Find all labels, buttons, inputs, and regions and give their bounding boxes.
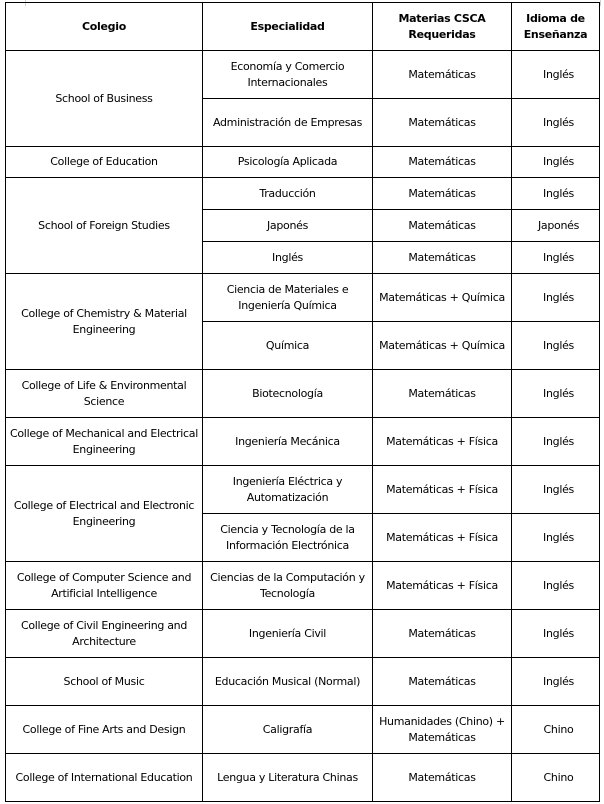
subjects-cell: Matemáticas — [373, 147, 512, 178]
college-cell: College of Civil Engineering and Architecture — [6, 610, 203, 658]
major-cell: Ciencias de la Computación y Tecnología — [203, 562, 373, 610]
programs-table — [5, 2, 600, 802]
major-cell: Ciencia y Tecnología de la Información Electrónica — [203, 514, 373, 562]
major-cell: Inglés — [203, 242, 373, 274]
table-row — [6, 466, 600, 514]
major-cell: Ciencia de Materiales e Ingeniería Química — [203, 274, 373, 322]
language-cell: Inglés — [512, 562, 600, 610]
table-row — [6, 51, 600, 99]
college-cell: College of Life & Environmental Science — [6, 370, 203, 418]
language-cell: Inglés — [512, 610, 600, 658]
major-cell: Ingeniería Civil — [203, 610, 373, 658]
college-cell: School of Business — [6, 51, 203, 147]
language-cell: Chino — [512, 754, 600, 802]
major-cell: Economía y Comercio Internacionales — [203, 51, 373, 99]
table-row — [6, 754, 600, 802]
subjects-cell: Matemáticas + Física — [373, 466, 512, 514]
header-subjects: Materias CSCA Requeridas — [373, 3, 512, 51]
table-row — [6, 610, 600, 658]
table-row — [6, 147, 600, 178]
subjects-cell: Matemáticas — [373, 242, 512, 274]
table-row — [6, 562, 600, 610]
language-cell: Inglés — [512, 178, 600, 210]
major-cell: Química — [203, 322, 373, 370]
language-cell: Inglés — [512, 370, 600, 418]
language-cell: Inglés — [512, 658, 600, 706]
college-cell: College of Mechanical and Electrical Engineering — [6, 418, 203, 466]
language-cell: Inglés — [512, 418, 600, 466]
language-cell: Inglés — [512, 242, 600, 274]
major-cell: Traducción — [203, 178, 373, 210]
table-row — [6, 370, 600, 418]
language-cell: Inglés — [512, 514, 600, 562]
college-cell: College of Chemistry & Material Engineering — [6, 274, 203, 370]
subjects-cell: Humanidades (Chino) + Matemáticas — [373, 706, 512, 754]
subjects-cell: Matemáticas — [373, 178, 512, 210]
subjects-cell: Matemáticas — [373, 370, 512, 418]
header-row — [6, 3, 600, 51]
major-cell: Ingeniería Mecánica — [203, 418, 373, 466]
college-cell: College of Education — [6, 147, 203, 178]
major-cell: Ingeniería Eléctrica y Automatización — [203, 466, 373, 514]
subjects-cell: Matemáticas — [373, 99, 512, 147]
subjects-cell: Matemáticas + Química — [373, 322, 512, 370]
major-cell: Caligrafía — [203, 706, 373, 754]
major-cell: Biotecnología — [203, 370, 373, 418]
header-language: Idioma de Enseñanza — [512, 3, 600, 51]
language-cell: Inglés — [512, 147, 600, 178]
college-cell: School of Foreign Studies — [6, 178, 203, 274]
subjects-cell: Matemáticas + Física — [373, 418, 512, 466]
language-cell: Inglés — [512, 466, 600, 514]
subjects-cell: Matemáticas + Física — [373, 562, 512, 610]
language-cell: Inglés — [512, 322, 600, 370]
language-cell: Inglés — [512, 51, 600, 99]
major-cell: Psicología Aplicada — [203, 147, 373, 178]
language-cell: Japonés — [512, 210, 600, 242]
language-cell: Chino — [512, 706, 600, 754]
header-college: Colegio — [6, 3, 203, 51]
table-row — [6, 274, 600, 322]
subjects-cell: Matemáticas — [373, 754, 512, 802]
subjects-cell: Matemáticas — [373, 51, 512, 99]
college-cell: College of Computer Science and Artificial Intelligence — [6, 562, 203, 610]
language-cell: Inglés — [512, 99, 600, 147]
college-cell: College of Fine Arts and Design — [6, 706, 203, 754]
major-cell: Lengua y Literatura Chinas — [203, 754, 373, 802]
table-row — [6, 178, 600, 210]
major-cell: Educación Musical (Normal) — [203, 658, 373, 706]
subjects-cell: Matemáticas + Química — [373, 274, 512, 322]
header-major: Especialidad — [203, 3, 373, 51]
subjects-cell: Matemáticas — [373, 658, 512, 706]
subjects-cell: Matemáticas + Física — [373, 514, 512, 562]
language-cell: Inglés — [512, 274, 600, 322]
college-cell: School of Music — [6, 658, 203, 706]
major-cell: Administración de Empresas — [203, 99, 373, 147]
college-cell: College of Electrical and Electronic Engineering — [6, 466, 203, 562]
subjects-cell: Matemáticas — [373, 610, 512, 658]
major-cell: Japonés — [203, 210, 373, 242]
subjects-cell: Matemáticas — [373, 210, 512, 242]
page-edge-mark — [600, 0, 601, 6]
table-row — [6, 658, 600, 706]
table-row — [6, 418, 600, 466]
table-row — [6, 706, 600, 754]
college-cell: College of International Education — [6, 754, 203, 802]
